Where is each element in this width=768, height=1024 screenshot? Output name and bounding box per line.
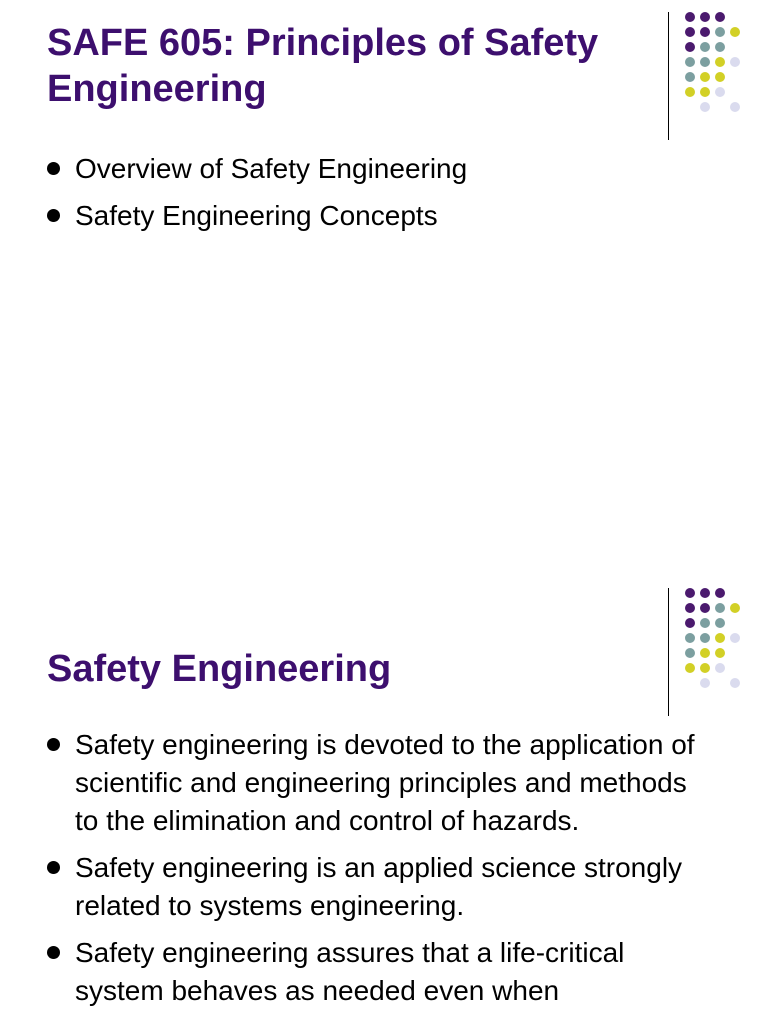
decorative-dot bbox=[700, 603, 710, 613]
decorative-dots-pattern bbox=[685, 588, 765, 708]
decorative-dot bbox=[685, 618, 695, 628]
slide-2 bbox=[0, 576, 768, 1024]
slide-title: SAFE 605: Principles of Safety Engineering bbox=[47, 22, 599, 110]
decorative-dot bbox=[685, 663, 695, 673]
slide-title: Safety Engineering bbox=[47, 648, 392, 690]
bullet-dot-icon bbox=[47, 946, 60, 959]
bullet-dot-icon bbox=[47, 209, 60, 222]
decorative-dot bbox=[685, 57, 695, 67]
decorative-dot bbox=[700, 87, 710, 97]
list-item bbox=[47, 197, 716, 235]
bullet-list bbox=[47, 726, 716, 1019]
decorative-dot bbox=[700, 618, 710, 628]
decorative-dot bbox=[700, 663, 710, 673]
decorative-dot bbox=[700, 57, 710, 67]
decorative-dot bbox=[685, 648, 695, 658]
decorative-dot bbox=[730, 27, 740, 37]
decorative-dot bbox=[685, 87, 695, 97]
decorative-dot bbox=[730, 603, 740, 613]
bullet-dot-icon bbox=[47, 738, 60, 751]
decorative-dot bbox=[730, 57, 740, 67]
decorative-dot bbox=[685, 42, 695, 52]
decorative-dot bbox=[730, 102, 740, 112]
decorative-dot bbox=[715, 618, 725, 628]
list-item bbox=[47, 150, 716, 188]
decorative-dot bbox=[685, 72, 695, 82]
bullet-list bbox=[47, 150, 716, 244]
bullet-text: Safety engineering is devoted to the application of scientific and engineering principles and methods to the elimination and control of hazards. bbox=[75, 729, 695, 836]
decorative-dot bbox=[715, 42, 725, 52]
decorative-dot bbox=[700, 633, 710, 643]
decorative-dot bbox=[700, 648, 710, 658]
decorative-dot bbox=[715, 57, 725, 67]
decorative-dot bbox=[700, 588, 710, 598]
list-item bbox=[47, 849, 716, 925]
decorative-dot bbox=[700, 12, 710, 22]
bullet-dot-icon bbox=[47, 861, 60, 874]
bullet-text: Safety engineering is an applied science strongly related to systems engineering. bbox=[75, 852, 683, 921]
bullet-text: Safety Engineering Concepts bbox=[75, 200, 438, 231]
decorative-dot bbox=[715, 87, 725, 97]
decorative-dot bbox=[715, 603, 725, 613]
decorative-dot bbox=[700, 102, 710, 112]
decorative-dot bbox=[700, 678, 710, 688]
bullet-text: Overview of Safety Engineering bbox=[75, 153, 468, 184]
decorative-dot bbox=[685, 12, 695, 22]
decorative-dot bbox=[685, 27, 695, 37]
decorative-dot bbox=[715, 27, 725, 37]
bullet-text: Safety engineering assures that a life-critical system behaves as needed even when bbox=[75, 937, 625, 1006]
decorative-dot bbox=[685, 603, 695, 613]
decorative-dot bbox=[715, 588, 725, 598]
list-item bbox=[47, 726, 716, 840]
decorative-dots-pattern bbox=[685, 12, 765, 132]
vertical-divider-line bbox=[668, 12, 669, 140]
decorative-dot bbox=[700, 42, 710, 52]
decorative-dot bbox=[715, 12, 725, 22]
vertical-divider-line bbox=[668, 588, 669, 716]
decorative-dot bbox=[715, 648, 725, 658]
list-item bbox=[47, 934, 716, 1010]
decorative-dot bbox=[730, 633, 740, 643]
decorative-dot bbox=[715, 663, 725, 673]
decorative-dot bbox=[715, 72, 725, 82]
decorative-dot bbox=[685, 588, 695, 598]
decorative-dot bbox=[700, 27, 710, 37]
decorative-dot bbox=[730, 678, 740, 688]
decorative-dot bbox=[700, 72, 710, 82]
decorative-dot bbox=[685, 633, 695, 643]
bullet-dot-icon bbox=[47, 162, 60, 175]
decorative-dot bbox=[715, 633, 725, 643]
